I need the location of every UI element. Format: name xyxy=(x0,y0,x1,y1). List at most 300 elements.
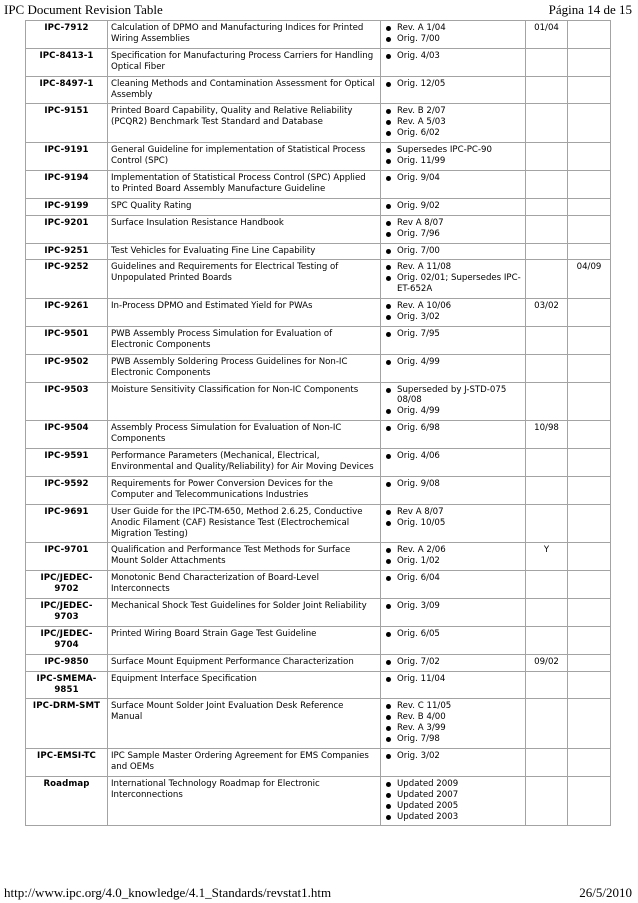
revision-list xyxy=(381,198,526,215)
document-number: IPC-9850 xyxy=(26,654,108,671)
document-number: IPC-DRM-SMT xyxy=(26,699,108,749)
revision-date xyxy=(526,382,568,421)
revision-item xyxy=(384,201,522,212)
revision-item xyxy=(384,812,522,823)
extra-date xyxy=(568,76,611,104)
revision-item xyxy=(384,106,522,117)
table-row xyxy=(26,382,611,421)
bullet-icon xyxy=(386,54,391,59)
revision-text: Orig. 6/04 xyxy=(397,573,440,584)
table-row xyxy=(26,76,611,104)
bullet-icon xyxy=(386,109,391,114)
bullet-icon xyxy=(386,604,391,609)
document-number: IPC-8413-1 xyxy=(26,48,108,76)
revision-bullets xyxy=(384,674,522,685)
revision-text: Rev. A 3/99 xyxy=(397,723,446,734)
revision-text: Orig. 7/96 xyxy=(397,228,440,239)
revision-list xyxy=(381,170,526,198)
document-number: IPC-9592 xyxy=(26,476,108,504)
revision-bullets xyxy=(384,329,522,340)
revision-list xyxy=(381,243,526,260)
extra-date xyxy=(568,243,611,260)
page-url: http://www.ipc.org/4.0_knowledge/4.1_Standards/revstat1.htm xyxy=(4,885,332,900)
revision-text: Orig. 3/09 xyxy=(397,601,440,612)
revision-text: Rev. A 1/04 xyxy=(397,23,446,33)
document-title: Moisture Sensitivity Classification for Non-IC Components xyxy=(108,382,381,421)
document-title: In-Process DPMO and Estimated Yield for PWAs xyxy=(108,299,381,327)
revision-list xyxy=(381,599,526,627)
extra-date xyxy=(568,671,611,699)
bullet-icon xyxy=(386,148,391,153)
revision-date: 01/04 xyxy=(526,21,568,49)
bullet-icon xyxy=(386,176,391,181)
revision-item xyxy=(384,734,522,745)
document-number: IPC-9591 xyxy=(26,449,108,477)
bullet-icon xyxy=(386,37,391,42)
revision-item xyxy=(384,423,522,434)
revision-bullets xyxy=(384,573,522,584)
document-title: Performance Parameters (Mechanical, Electrical, Environmental and Quality/Reliability) for Air Moving Devices xyxy=(108,449,381,477)
revision-date xyxy=(526,260,568,299)
print-date: 26/5/2010 xyxy=(579,885,632,900)
revision-text: Rev. A 2/06 xyxy=(397,545,446,556)
revision-bullets xyxy=(384,385,522,418)
table-row xyxy=(26,449,611,477)
revision-list xyxy=(381,504,526,543)
revision-item xyxy=(384,34,522,45)
bullet-icon xyxy=(386,82,391,87)
revision-date xyxy=(526,198,568,215)
revision-text: Supersedes IPC-PC-90 xyxy=(397,145,492,156)
revision-date xyxy=(526,571,568,599)
revision-item xyxy=(384,173,522,184)
extra-date xyxy=(568,571,611,599)
revision-text: Rev. A 5/03 xyxy=(397,117,446,128)
revision-text: Orig. 11/99 xyxy=(397,156,446,167)
revision-list xyxy=(381,543,526,571)
extra-date xyxy=(568,599,611,627)
revision-list xyxy=(381,326,526,354)
table-row xyxy=(26,543,611,571)
table-row xyxy=(26,143,611,171)
revision-list xyxy=(381,571,526,599)
table-row xyxy=(26,654,611,671)
revision-text: Superseded by J-STD-075 08/08 xyxy=(397,384,507,406)
revision-item xyxy=(384,751,522,762)
document-number: IPC-9501 xyxy=(26,326,108,354)
document-number: IPC-9201 xyxy=(26,215,108,243)
table-row xyxy=(26,504,611,543)
bullet-icon xyxy=(386,276,391,281)
revision-date xyxy=(526,749,568,777)
document-title: SPC Quality Rating xyxy=(108,198,381,215)
bullet-icon xyxy=(386,677,391,682)
document-number: IPC-9701 xyxy=(26,543,108,571)
revision-text: Updated 2005 xyxy=(397,800,459,811)
revision-text: Orig. 10/05 xyxy=(397,517,446,528)
bullet-icon xyxy=(386,315,391,320)
bullet-icon xyxy=(386,332,391,337)
document-title: Test Vehicles for Evaluating Fine Line Capability xyxy=(108,243,381,260)
bullet-icon xyxy=(386,521,391,526)
document-number: IPC-9503 xyxy=(26,382,108,421)
revision-text: Updated 2009 xyxy=(397,778,459,789)
revision-item xyxy=(384,312,522,323)
bullet-icon xyxy=(386,265,391,270)
revision-text: Rev. B 2/07 xyxy=(397,106,446,117)
document-number: IPC-9691 xyxy=(26,504,108,543)
revision-bullets xyxy=(384,246,522,257)
revision-item xyxy=(384,601,522,612)
table-row xyxy=(26,354,611,382)
revision-item xyxy=(384,117,522,128)
bullet-icon xyxy=(386,576,391,581)
revision-item xyxy=(384,357,522,368)
revision-text: Updated 2007 xyxy=(397,789,459,800)
document-title: Assembly Process Simulation for Evaluation of Non-IC Components xyxy=(108,421,381,449)
revision-bullets xyxy=(384,545,522,567)
document-number: IPC-9261 xyxy=(26,299,108,327)
revision-bullets xyxy=(384,357,522,368)
revision-date: 09/02 xyxy=(526,654,568,671)
revision-list xyxy=(381,671,526,699)
revision-list xyxy=(381,21,526,49)
table-row xyxy=(26,243,611,260)
revision-bullets xyxy=(384,629,522,640)
document-number: IPC-9502 xyxy=(26,354,108,382)
extra-date xyxy=(568,543,611,571)
table-row xyxy=(26,599,611,627)
revision-item xyxy=(384,518,522,529)
revision-date xyxy=(526,143,568,171)
document-title: Printed Wiring Board Strain Gage Test Guideline xyxy=(108,626,381,654)
bullet-icon xyxy=(386,360,391,365)
revision-date xyxy=(526,626,568,654)
revision-item xyxy=(384,385,522,407)
document-title: Monotonic Bend Characterization of Board-Level Interconnects xyxy=(108,571,381,599)
revision-bullets xyxy=(384,601,522,612)
revision-text: Orig. 7/00 xyxy=(397,33,440,44)
document-title: PWB Assembly Process Simulation for Evaluation of Electronic Components xyxy=(108,326,381,354)
bullet-icon xyxy=(386,510,391,515)
bullet-icon xyxy=(386,782,391,787)
table-row xyxy=(26,48,611,76)
revision-list xyxy=(381,626,526,654)
revision-bullets xyxy=(384,301,522,323)
extra-date xyxy=(568,382,611,421)
revision-text: Rev A 8/07 xyxy=(397,506,444,517)
extra-date xyxy=(568,626,611,654)
bullet-icon xyxy=(386,548,391,553)
revision-list xyxy=(381,449,526,477)
revision-bullets xyxy=(384,423,522,434)
extra-date xyxy=(568,104,611,143)
extra-date xyxy=(568,354,611,382)
revision-bullets xyxy=(384,507,522,529)
revision-text: Orig. 9/04 xyxy=(397,172,440,183)
revision-text: Orig. 12/05 xyxy=(397,78,446,89)
bullet-icon xyxy=(386,660,391,665)
revision-list xyxy=(381,299,526,327)
revision-item xyxy=(384,329,522,340)
revision-item xyxy=(384,657,522,668)
bullet-icon xyxy=(386,704,391,709)
revision-date: 03/02 xyxy=(526,299,568,327)
revision-date: Y xyxy=(526,543,568,571)
revision-item xyxy=(384,128,522,139)
revision-item xyxy=(384,145,522,156)
revision-item xyxy=(384,801,522,812)
revision-item xyxy=(384,674,522,685)
document-number: IPC-9504 xyxy=(26,421,108,449)
bullet-icon xyxy=(386,131,391,136)
bullet-icon xyxy=(386,249,391,254)
table-row xyxy=(26,215,611,243)
table-row xyxy=(26,299,611,327)
document-title: Surface Mount Solder Joint Evaluation Desk Reference Manual xyxy=(108,699,381,749)
revision-text: Orig. 9/08 xyxy=(397,478,440,489)
revision-date xyxy=(526,476,568,504)
revision-text: Orig. 7/00 xyxy=(397,245,440,256)
revision-date xyxy=(526,170,568,198)
revision-list xyxy=(381,104,526,143)
revision-text: Orig. 4/99 xyxy=(397,406,440,417)
revision-item xyxy=(384,573,522,584)
document-title: Requirements for Power Conversion Devices for the Computer and Telecommunications Industries xyxy=(108,476,381,504)
revision-date xyxy=(526,449,568,477)
document-number: IPC-9252 xyxy=(26,260,108,299)
revision-bullets xyxy=(384,201,522,212)
revision-bullets xyxy=(384,479,522,490)
document-title: Surface Mount Equipment Performance Characterization xyxy=(108,654,381,671)
revision-list xyxy=(381,76,526,104)
extra-date xyxy=(568,776,611,826)
bullet-icon xyxy=(386,804,391,809)
revision-bullets xyxy=(384,779,522,823)
revision-text: Rev A 8/07 xyxy=(397,217,444,228)
revision-text: Orig. 6/98 xyxy=(397,423,440,434)
document-title: Qualification and Performance Test Methods for Surface Mount Solder Attachments xyxy=(108,543,381,571)
revision-date xyxy=(526,48,568,76)
document-number: IPC/JEDEC-9702 xyxy=(26,571,108,599)
bullet-icon xyxy=(386,815,391,820)
revision-item xyxy=(384,79,522,90)
table-row xyxy=(26,104,611,143)
bullet-icon xyxy=(386,221,391,226)
revision-list xyxy=(381,143,526,171)
extra-date xyxy=(568,198,611,215)
extra-date xyxy=(568,654,611,671)
revision-bullets xyxy=(384,106,522,139)
document-number: IPC/JEDEC-9704 xyxy=(26,626,108,654)
revision-item xyxy=(384,701,522,712)
extra-date xyxy=(568,504,611,543)
revision-text: Orig. 3/02 xyxy=(397,751,440,762)
revision-text: Rev. A 11/08 xyxy=(397,262,452,273)
revision-bullets xyxy=(384,451,522,462)
revision-list xyxy=(381,749,526,777)
revision-date xyxy=(526,776,568,826)
revision-text: Orig. 1/02 xyxy=(397,556,440,567)
bullet-icon xyxy=(386,632,391,637)
revision-date xyxy=(526,504,568,543)
bullet-icon xyxy=(386,388,391,393)
revision-list xyxy=(381,382,526,421)
bullet-icon xyxy=(386,482,391,487)
bullet-icon xyxy=(386,426,391,431)
extra-date xyxy=(568,476,611,504)
table-row xyxy=(26,671,611,699)
revision-item xyxy=(384,301,522,312)
revision-date xyxy=(526,354,568,382)
document-number: IPC-9194 xyxy=(26,170,108,198)
revision-item xyxy=(384,262,522,273)
revision-item xyxy=(384,246,522,257)
revision-bullets xyxy=(384,23,522,45)
document-title: Surface Insulation Resistance Handbook xyxy=(108,215,381,243)
revision-date xyxy=(526,671,568,699)
table-row xyxy=(26,699,611,749)
revision-text: Orig. 4/06 xyxy=(397,451,440,462)
extra-date xyxy=(568,21,611,49)
revision-text: Orig. 3/02 xyxy=(397,312,440,323)
bullet-icon xyxy=(386,232,391,237)
bullet-icon xyxy=(386,159,391,164)
table-row xyxy=(26,571,611,599)
revision-table-body xyxy=(26,21,611,826)
revision-item xyxy=(384,556,522,567)
table-row xyxy=(26,749,611,777)
revision-date xyxy=(526,76,568,104)
revision-date: 10/98 xyxy=(526,421,568,449)
document-title: Guidelines and Requirements for Electrical Testing of Unpopulated Printed Boards xyxy=(108,260,381,299)
extra-date xyxy=(568,48,611,76)
table-row xyxy=(26,626,611,654)
revision-bullets xyxy=(384,657,522,668)
table-row xyxy=(26,776,611,826)
bullet-icon xyxy=(386,409,391,414)
revision-item xyxy=(384,723,522,734)
document-title: Equipment Interface Specification xyxy=(108,671,381,699)
bullet-icon xyxy=(386,454,391,459)
bullet-icon xyxy=(386,715,391,720)
table-row xyxy=(26,198,611,215)
bullet-icon xyxy=(386,120,391,125)
revision-list xyxy=(381,776,526,826)
extra-date xyxy=(568,170,611,198)
extra-date xyxy=(568,299,611,327)
bullet-icon xyxy=(386,204,391,209)
bullet-icon xyxy=(386,26,391,31)
page-header-title: IPC Document Revision Table xyxy=(4,2,163,17)
revision-bullets xyxy=(384,51,522,62)
document-number: Roadmap xyxy=(26,776,108,826)
revision-text: Orig. 6/05 xyxy=(397,628,440,639)
revision-text: Orig. 9/02 xyxy=(397,200,440,211)
extra-date: 04/09 xyxy=(568,260,611,299)
revision-date xyxy=(526,326,568,354)
revision-item xyxy=(384,51,522,62)
document-title: Mechanical Shock Test Guidelines for Solder Joint Reliability xyxy=(108,599,381,627)
document-number: IPC-9251 xyxy=(26,243,108,260)
revision-list xyxy=(381,48,526,76)
revision-text: Orig. 4/03 xyxy=(397,50,440,61)
revision-text: Orig. 4/99 xyxy=(397,356,440,367)
revision-item xyxy=(384,507,522,518)
table-row xyxy=(26,326,611,354)
table-row xyxy=(26,421,611,449)
revision-item xyxy=(384,451,522,462)
document-title: PWB Assembly Soldering Process Guidelines for Non-IC Electronic Components xyxy=(108,354,381,382)
document-number: IPC-9199 xyxy=(26,198,108,215)
revision-text: Rev. A 10/06 xyxy=(397,301,452,312)
revision-item xyxy=(384,712,522,723)
revision-text: Orig. 11/04 xyxy=(397,673,446,684)
revision-date xyxy=(526,599,568,627)
revision-bullets xyxy=(384,79,522,90)
extra-date xyxy=(568,699,611,749)
revision-bullets xyxy=(384,173,522,184)
page-number: Página 14 de 15 xyxy=(548,2,632,17)
revision-date xyxy=(526,699,568,749)
revision-item xyxy=(384,790,522,801)
document-title: IPC Sample Master Ordering Agreement for EMS Companies and OEMs xyxy=(108,749,381,777)
revision-item xyxy=(384,629,522,640)
revision-text: Rev. C 11/05 xyxy=(397,701,452,712)
extra-date xyxy=(568,143,611,171)
table-row xyxy=(26,170,611,198)
document-number: IPC-SMEMA-9851 xyxy=(26,671,108,699)
revision-item xyxy=(384,218,522,229)
table-row xyxy=(26,21,611,49)
revision-item xyxy=(384,545,522,556)
extra-date xyxy=(568,215,611,243)
document-title: Implementation of Statistical Process Control (SPC) Applied to Printed Board Assembly Manufacture Guideline xyxy=(108,170,381,198)
revision-item xyxy=(384,156,522,167)
document-title: Printed Board Capability, Quality and Relative Reliability (PCQR2) Benchmark Test Standard and Database xyxy=(108,104,381,143)
revision-list xyxy=(381,421,526,449)
revision-item xyxy=(384,479,522,490)
revision-text: Orig. 7/98 xyxy=(397,734,440,745)
revision-date xyxy=(526,215,568,243)
revision-text: Orig. 7/02 xyxy=(397,656,440,667)
document-number: IPC-9151 xyxy=(26,104,108,143)
document-number: IPC-EMSI-TC xyxy=(26,749,108,777)
revision-list xyxy=(381,476,526,504)
revision-table xyxy=(25,20,611,826)
document-title: Cleaning Methods and Contamination Assessment for Optical Assembly xyxy=(108,76,381,104)
revision-text: Orig. 6/02 xyxy=(397,128,440,139)
table-row xyxy=(26,260,611,299)
revision-text: Updated 2003 xyxy=(397,811,459,822)
revision-item xyxy=(384,273,522,295)
document-title: General Guideline for implementation of Statistical Process Control (SPC) xyxy=(108,143,381,171)
revision-item xyxy=(384,406,522,417)
revision-item xyxy=(384,229,522,240)
revision-item xyxy=(384,23,522,34)
extra-date xyxy=(568,749,611,777)
bullet-icon xyxy=(386,559,391,564)
extra-date xyxy=(568,449,611,477)
revision-list xyxy=(381,699,526,749)
revision-item xyxy=(384,779,522,790)
document-number: IPC-7912 xyxy=(26,21,108,49)
document-title: User Guide for the IPC-TM-650, Method 2.6.25, Conductive Anodic Filament (CAF) Resistance Test (Electrochemical Migration Testing) xyxy=(108,504,381,543)
document-number: IPC-9191 xyxy=(26,143,108,171)
bullet-icon xyxy=(386,304,391,309)
bullet-icon xyxy=(386,754,391,759)
bullet-icon xyxy=(386,726,391,731)
